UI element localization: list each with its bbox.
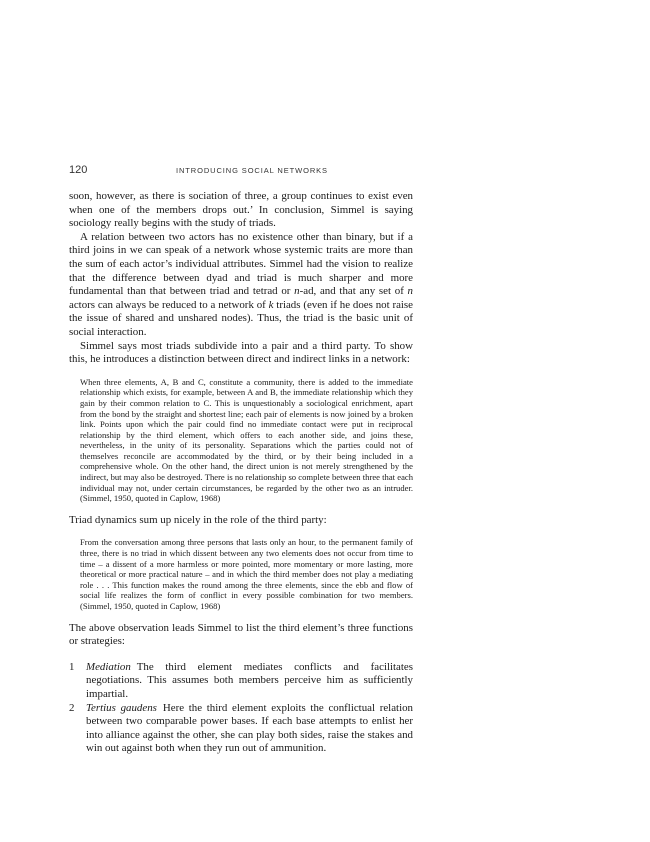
page-number: 120: [69, 164, 88, 176]
list-item-text: The third element mediates conflicts and facilitates negotiations. This assumes both members perceive him as sufficiently impartial.: [86, 660, 413, 700]
paragraph-2-cont-3: triads (even if he does not raise the issue of shared and unshared nodes). Thus, the triad is the basic unit of social interaction.: [69, 298, 414, 338]
running-head: [69, 164, 413, 180]
n-ad-variable: n: [294, 285, 300, 298]
k-variable: k: [268, 298, 274, 311]
list-item-number: 2: [69, 702, 75, 714]
list-item: [69, 661, 413, 701]
book-page: [69, 164, 413, 757]
paragraph-3: Simmel says most triads subdivide into a pair and a third party. To show this, he introduces a distinction between direct and indirect links in a network:: [69, 339, 413, 366]
paragraph-2: [69, 231, 413, 340]
list-item-text: Here the third element exploits the conflictual relation between two comparable power bases. If each base attempts to enlist her into alliance against the other, she can play both sides, raise the stakes and win out against both when they run out of ammunition.: [86, 702, 413, 755]
list-item: [69, 702, 413, 756]
paragraph-2-cont-2: actors can always be reduced to a network of: [69, 298, 269, 311]
paragraph-functions: The above observation leads Simmel to list the third element’s three functions or strategies:: [69, 621, 413, 648]
n-variable: n: [407, 285, 413, 298]
running-title: INTRODUCING SOCIAL NETWORKS: [176, 166, 328, 175]
block-quote-1: When three elements, A, B and C, constitute a community, there is added to the immediate relationship which exists, for example, between A and B, the immediate relationship which they gain by their common relation to C. This is unquestionably a sociological enrichment, apart from the bond by the straight and shortest line; each pair of elements is now joined by a broken link. Points upon which the pair could find no immediate contact were put in reciprocal relationship by the third element, which offers to each another side, and joins these, nevertheless, in the unity of its personality. Separations which the parties could not of themselves reconcile are accommodated by the third, or by their being included in a comprehensive whole. On the other hand, the direct union is not merely strengthened by the indirect, but may also be destroyed. There is no relationship so complete between three that each individual may not, under certain circumstances, be regarded by the other two as an intruder. (Simmel, 1950, quoted in Caplow, 1968): [80, 376, 413, 504]
paragraph-2-cont-1: -ad, and that any set of: [299, 285, 408, 298]
list-item-term: Tertius gaudens: [86, 702, 157, 714]
list-item-number: 1: [69, 660, 75, 673]
list-item-term: Mediation: [86, 660, 131, 673]
block-quote-2: From the conversation among three persons that lasts only an hour, to the permanent family of three, there is no triad in which dissent between any two elements does not occur from time to time – a dissent of a more harmless or more pointed, more momentary or more lasting, more theoretical or more practical nature – and in which the third member does not play a mediating role . . . This function makes the round among the three elements, since the ebb and flow of social life realizes the form of conflict in every possible combination for two members. (Simmel, 1950, quoted in Caplow, 1968): [80, 537, 413, 611]
paragraph-2-text: A relation between two actors has no existence other than binary, but if a third joins in we can speak of a network whose systemic traits are more than the sum of each actor’s individual attributes. Simmel had the vision to realize that the difference between dyad and triad is much sharper and more fundamental than that between triad and tetrad or: [69, 230, 413, 298]
functions-list: [69, 661, 413, 756]
paragraph-1: soon, however, as there is sociation of three, a group continues to exist even when one of the members drops out.’ In conclusion, Simmel is saying sociology really begins with the study of triads.: [69, 190, 413, 230]
paragraph-triad-dynamics: Triad dynamics sum up nicely in the role of the third party:: [69, 513, 327, 526]
